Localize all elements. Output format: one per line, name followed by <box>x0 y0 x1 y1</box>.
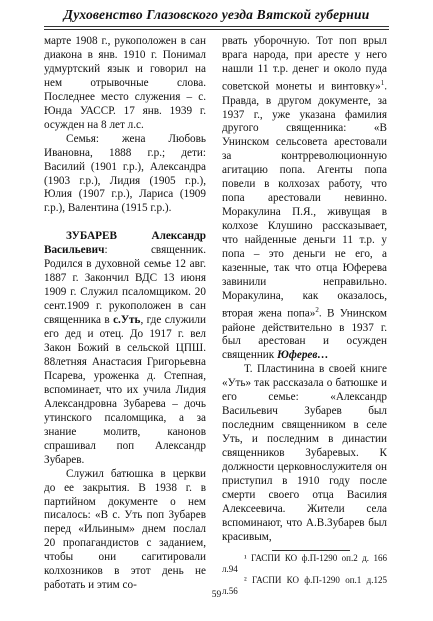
header-double-rule <box>44 26 389 30</box>
footnote: ² ГАСПИ КО ф.П-1290 оп.1 д.125 л.56 <box>222 574 387 596</box>
right-column <box>222 35 387 597</box>
priest-name: Юферев… <box>277 349 329 362</box>
footnote: ¹ ГАСПИ КО ф.П-1290 оп.2 д. 166 л.94 <box>222 552 387 574</box>
text-run: . Правда, в другом документе, за 1937 г., уже указана фамилия другого священника: «В Унинском сельсовета арестовали за контрреволюционную агитацию попа. Агенты попа повели в колхозах работу, что попа арестовали невинно. Моракулина П.Я., живущая в колхозе Клушино рассказывает, что найденные деньги 11 т.р. у попа – это деньги не его, а казенные, так что отца Юферева завинили неправильно. Моракулина, как оказалось, вторая жена попа» <box>222 80 387 320</box>
footnote-ref: 2 <box>315 305 319 314</box>
entry-place: с.Уть <box>113 314 141 327</box>
paragraph: Т. Пластинина в своей книге «Уть» так рассказала о батюшке и его семье: «Александр Васильевич Зубарев был последним священником в селе Уть, и последним в династии священников Зубаревых. К должности церковнослужителя он приступил в 1910 году после смерти своего отца Василия Алексеевича. Жители села вспоминают, что А.В.Зубарев был красивым, <box>222 363 387 543</box>
footnote-rule <box>272 550 350 551</box>
paragraph <box>222 35 387 363</box>
text-run: рвать уборочную. Тот поп врыл врага народа, при аресте у него нашли 11 т.р. денег и около пуда советской монеты и винтовку» <box>222 35 387 93</box>
entry-name: ЗУБАРЕВ Александр Васильевич <box>44 230 206 257</box>
running-header: Духовенство Глазовского уезда Вятской губернии <box>63 7 370 22</box>
entry-text: : священник. Родился в духовной семье 12 авг. 1887 г. Закончил ВДС 13 июня 1909 г. Служил псаломщиком. 20 сент.1909 г. рукоположен в сан священника в <box>44 244 206 327</box>
paragraph-family: Семья: жена Любовь Ивановна, 1888 г.р.; дети: Василий (1901 г.р.), Александра (1903 г.р.), Лидия (1905 г.р.), Юлия (1907 г.р.), Лариса (1909 г.р.), Валентина (1915 г.р.). <box>44 132 206 215</box>
left-column <box>44 35 206 593</box>
page-number: 59 <box>211 590 222 600</box>
text-run: . В Унинском районе действительно в 1937 г. был арестован и осужден священник <box>222 307 387 362</box>
footnote-ref: 1 <box>380 78 385 87</box>
paragraph: марте 1908 г., рукоположен в сан диакона в янв. 1910 г. Понимал удмуртский язык и говорил на нем отрывочные слова. Последнее место служения – с. Юнда УАССР. 17 янв. 1939 г. осужден на 8 лет л.с. <box>44 35 206 131</box>
paragraph: Служил батюшка в церкви до ее закрытия. В 1938 г. в партийном документе о нем писалось: «В с. Уть поп Зубарев перед «Ильиным» днем послал 20 пропагандистов с заданием, чтобы они сагитировали колхозников в этот день не работать и этим со- <box>44 467 206 592</box>
spacer <box>44 216 206 230</box>
entry-text-continued: , где служили его дед и отец. До 1917 г. вел Закон Божий в сельской ЦПШ. 88летняя Анастасия Григорьевна Псарева, уроженка д. Степная, вспоминает, что их учила Лидия Александровна Зубарева – дочь утинского псаломщика, а за знание молитв, канонов спрашивал поп Александр Зубарев. <box>44 314 206 466</box>
biography-entry <box>44 230 206 467</box>
